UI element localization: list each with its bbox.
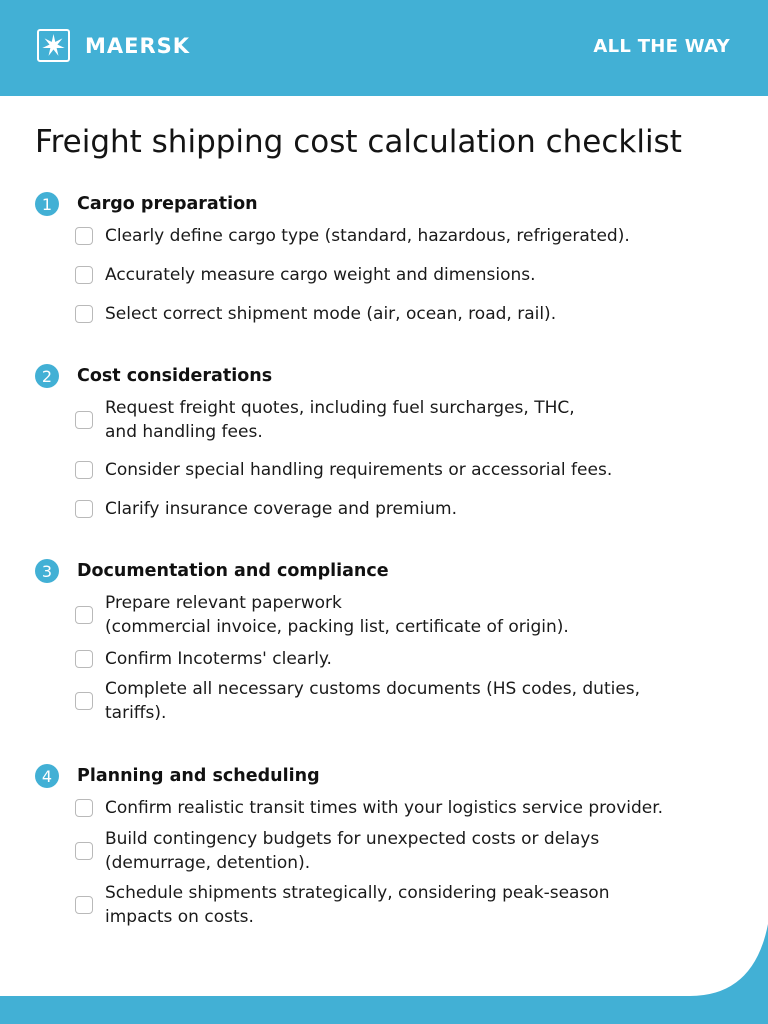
checklist-item[interactable] [75,302,556,326]
section-number-badge: 4 [35,764,59,788]
section-cost-considerations [35,364,735,519]
section-header [35,364,735,388]
section-cargo-preparation [35,192,735,324]
checklist-item-text: Request freight quotes, including fuel surcharges, THC, and handling fees. [105,398,575,442]
page-title: Freight shipping cost calculation checklist [35,124,682,160]
checklist-item-text: Build contingency budgets for unexpected costs or delays (demurrage, detention). [105,829,600,873]
checklist-item[interactable] [75,647,332,671]
section-heading: Documentation and compliance [77,561,389,581]
checkbox[interactable] [75,842,93,860]
checklist-item-text: Clearly define cargo type (standard, hazardous, refrigerated). [105,226,630,246]
checklist-item[interactable] [75,591,569,639]
section-header [35,764,735,788]
footer-wave [0,900,768,1024]
section-number-badge: 2 [35,364,59,388]
maersk-logo [37,29,190,62]
checkbox[interactable] [75,650,93,668]
section-heading: Cost considerations [77,366,273,386]
section-number-badge: 1 [35,192,59,216]
checklist-item-text: Accurately measure cargo weight and dimensions. [105,265,536,285]
checklist-item-text: Schedule shipments strategically, considering peak-season impacts on costs. [105,883,610,927]
checklist-item-text: Prepare relevant paperwork (commercial invoice, packing list, certificate of origin). [105,593,569,637]
star-icon [37,29,70,62]
checkbox[interactable] [75,692,93,710]
checklist-item[interactable] [75,796,663,820]
checkbox[interactable] [75,500,93,518]
checkbox[interactable] [75,227,93,245]
checkbox[interactable] [75,606,93,624]
checklist-item[interactable] [75,677,640,725]
brand-name: MAERSK [85,33,191,58]
checklist-item-text: Select correct shipment mode (air, ocean, road, rail). [105,304,557,324]
section-heading: Cargo preparation [77,194,258,214]
checklist-item-text: Confirm realistic transit times with your logistics service provider. [105,798,664,818]
section-documentation-compliance [35,559,735,723]
section-planning-scheduling [35,764,735,927]
checklist-item-text: Clarify insurance coverage and premium. [105,499,457,519]
section-header [35,192,735,216]
checkbox[interactable] [75,461,93,479]
header-bar [0,0,768,96]
checklist-item[interactable] [75,224,630,248]
checkbox[interactable] [75,305,93,323]
checklist-item[interactable] [75,497,457,521]
checklist-item-text: Confirm Incoterms' clearly. [105,649,332,669]
checkbox[interactable] [75,266,93,284]
checklist-item[interactable] [75,396,575,444]
brand-tagline: ALL THE WAY [593,36,730,57]
checklist-item[interactable] [75,827,599,875]
section-header [35,559,735,583]
section-number-badge: 3 [35,559,59,583]
checklist-item-text: Consider special handling requirements or accessorial fees. [105,460,613,480]
checklist-item[interactable] [75,263,536,287]
checkbox[interactable] [75,799,93,817]
checklist-item[interactable] [75,458,612,482]
checklist-item-text: Complete all necessary customs documents (HS codes, duties, tariffs). [105,679,641,723]
section-heading: Planning and scheduling [77,766,320,786]
checkbox[interactable] [75,411,93,429]
